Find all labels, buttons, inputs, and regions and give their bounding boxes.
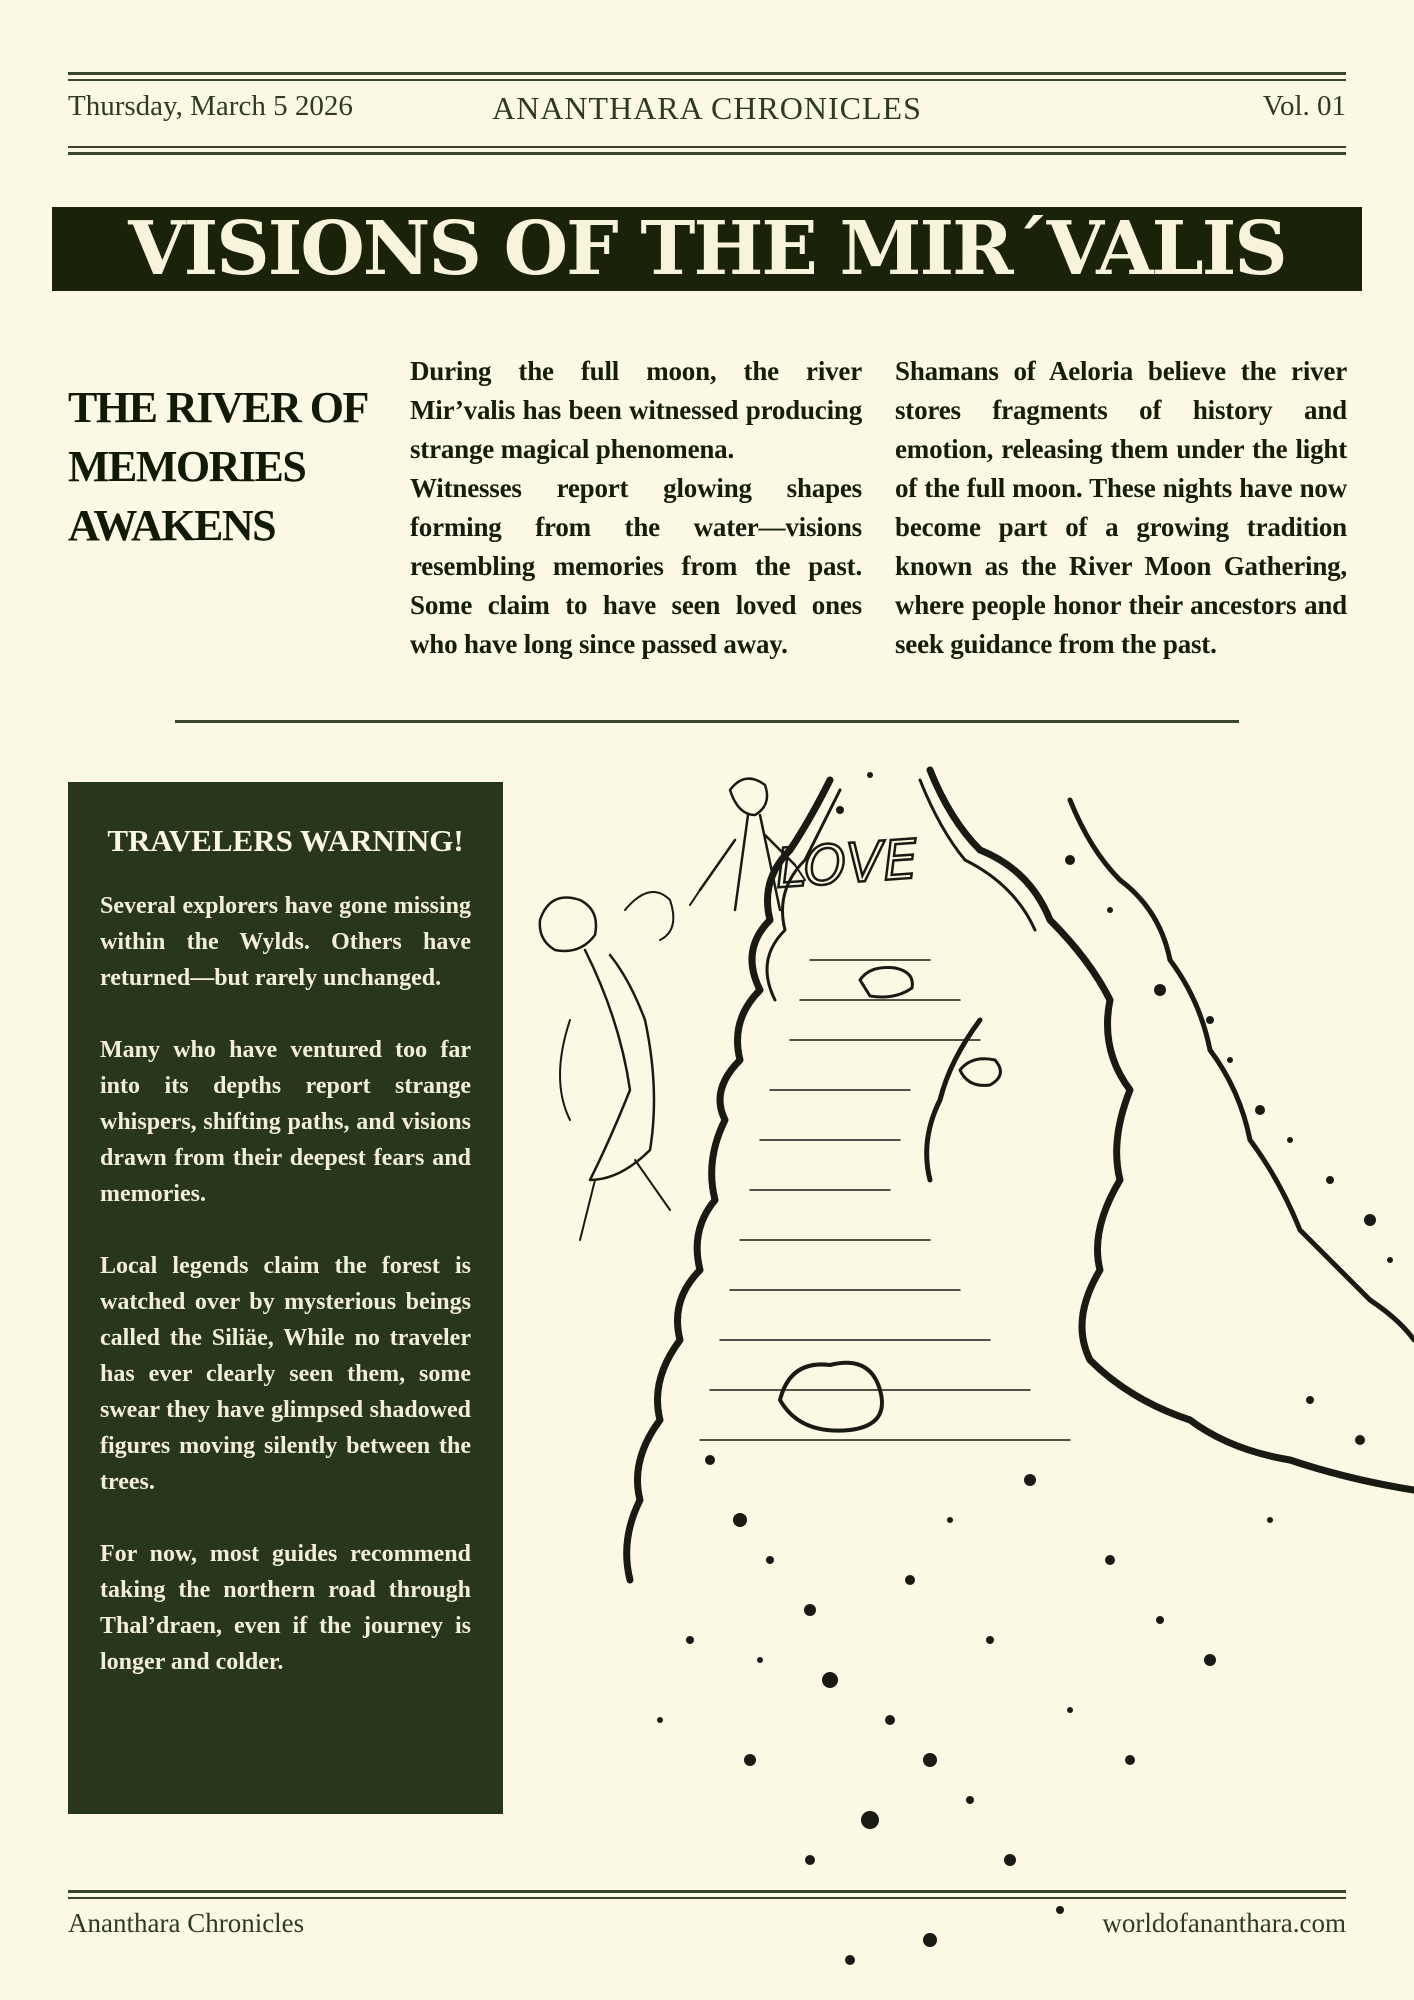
paper-name: ANANTHARA CHRONICLES xyxy=(492,90,922,126)
article-column-1 xyxy=(410,352,862,664)
main-headline: VISIONS OF THE MIR´VALIS xyxy=(128,206,1286,292)
travelers-warning-box xyxy=(68,782,503,1814)
river-illustration xyxy=(510,760,1414,2000)
masthead-top-rule-1 xyxy=(68,72,1346,75)
masthead-bottom-rule-2 xyxy=(68,152,1346,155)
sidebar-title: TRAVELERS WARNING! xyxy=(107,823,464,858)
volume-number: Vol. 01 xyxy=(1262,90,1346,122)
sidebar-paragraph: Several explorers have gone missing within the Wylds. Others have returned—but rarely unchanged. xyxy=(100,893,471,991)
article-paragraph: Witnesses report glowing shapes forming from the water—visions resembling memories from the past. Some claim to have seen loved ones who have long since passed away. xyxy=(410,473,862,659)
footer-rule-1 xyxy=(68,1890,1346,1893)
footer-rule-2 xyxy=(68,1897,1346,1899)
issue-date: Thursday, March 5 2026 xyxy=(68,90,353,122)
article-subheadline: THE RIVER OF MEMORIES AWAKENS xyxy=(68,383,367,550)
footer-publication-name: Ananthara Chronicles xyxy=(68,1908,305,1938)
headline-banner xyxy=(52,207,1362,291)
masthead-bottom-rule-1 xyxy=(68,146,1346,148)
sidebar-paragraph: For now, most guides recommend taking the northern road through Thal’draen, even if the journey is longer and colder. xyxy=(100,1541,471,1675)
sidebar-paragraph: Many who have ventured too far into its depths report strange whispers, shifting paths, and visions drawn from their deepest fears and memories. xyxy=(100,1037,471,1207)
masthead-top-rule-2 xyxy=(68,79,1346,81)
footer-website-link[interactable]: worldofananthara.com xyxy=(1102,1908,1346,1938)
sidebar-paragraph: Local legends claim the forest is watched over by mysterious beings called the Siliäe, While no traveler has ever clearly seen them, some swear they have glimpsed shadowed figures moving silently between the trees. xyxy=(100,1253,471,1495)
article-paragraph: During the full moon, the river Mir’valis has been witnessed producing strange magical phenomena. xyxy=(410,356,862,464)
article-paragraph: Shamans of Aeloria believe the river stores fragments of history and emotion, releasing them under the light of the full moon. These nights have now become part of a growing tradition known as the River Moon Gathering, where people honor their ancestors and seek guidance from the past. xyxy=(895,356,1347,659)
article-column-2 xyxy=(895,352,1347,664)
handwritten-love: LOVE xyxy=(773,827,920,901)
section-divider xyxy=(175,720,1239,723)
